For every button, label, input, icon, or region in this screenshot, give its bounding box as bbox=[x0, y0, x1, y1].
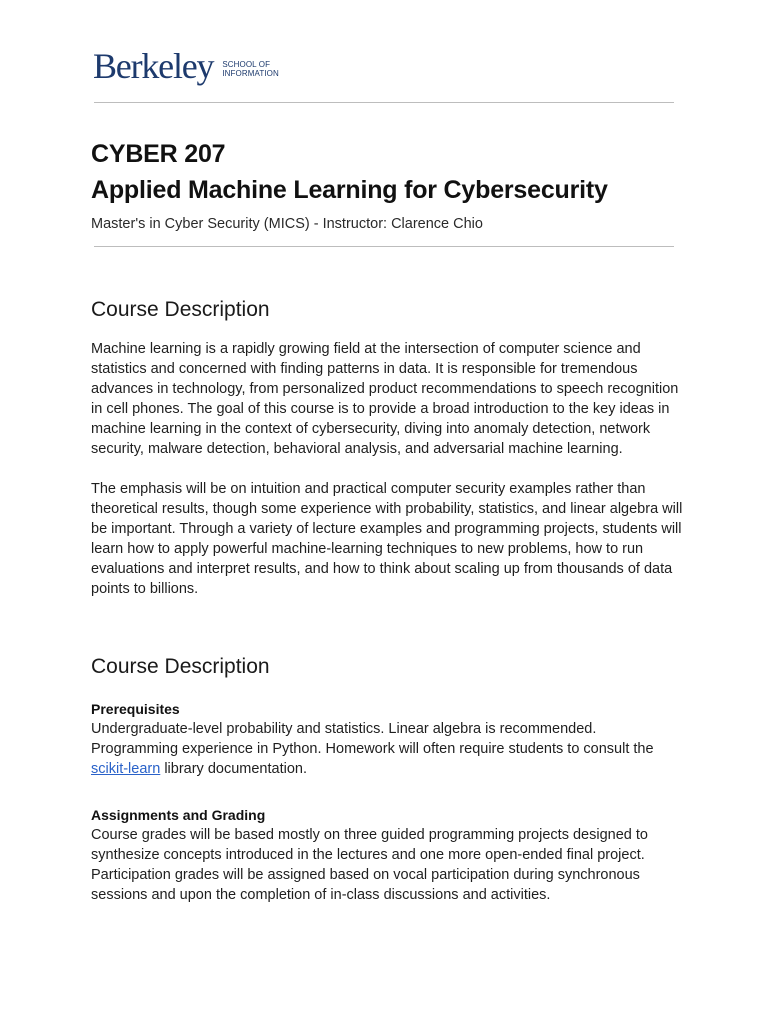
course-subtitle: Master's in Cyber Security (MICS) - Instructor: Clarence Chio bbox=[91, 216, 483, 232]
prerequisites-heading: Prerequisites bbox=[91, 701, 180, 717]
logo-subtitle bbox=[222, 60, 279, 78]
grading-text: Course grades will be based mostly on three guided programming projects designed to synthesize concepts introduced in the lectures and one more open-ended final project. Participation grades will be assigned based on vocal participation during synchronous sessions and upon the completion of in-class discussions and activities. bbox=[91, 827, 648, 903]
description-paragraph-1: Machine learning is a rapidly growing field at the intersection of computer science and statistics and concerned with finding patterns in data. It is responsible for tremendous advances in technology, from personalized product recommendations to speech recognition in cell phones. The goal of this course is to provide a broad introduction to the key ideas in machine learning in the context of cybersecurity, diving into anomaly detection, network security, malware detection, behavioral analysis, and adversarial machine learning. bbox=[91, 341, 679, 457]
course-description-section bbox=[91, 296, 683, 599]
course-details-section bbox=[91, 653, 683, 905]
title-divider bbox=[94, 246, 674, 247]
prerequisites-text bbox=[91, 719, 683, 779]
scikit-learn-link[interactable]: scikit-learn bbox=[91, 761, 161, 777]
logo-subtitle-line2: INFORMATION bbox=[222, 69, 279, 78]
berkeley-logo bbox=[93, 46, 279, 86]
description-paragraph-2: The emphasis will be on intuition and practical computer security examples rather than theoretical results, though some experience with probability, statistics, and linear algebra will be important. Through a variety of lecture examples and programming projects, students will learn how to apply powerful machine-learning techniques to new problems, how to run evaluations and interpret results, and how to think about scaling up from thousands of data points to billions. bbox=[91, 481, 683, 597]
course-name: Applied Machine Learning for Cybersecurity bbox=[91, 176, 608, 204]
prerequisites-text-after: library documentation. bbox=[160, 761, 307, 777]
prerequisites-text-before: Undergraduate-level probability and statistics. Linear algebra is recommended. Programming experience in Python. Homework will often require students to consult the bbox=[91, 721, 654, 757]
logo-wordmark: Berkeley bbox=[93, 46, 214, 86]
grading-heading: Assignments and Grading bbox=[91, 807, 266, 823]
section-heading: Course Description bbox=[91, 655, 270, 678]
course-code: CYBER 207 bbox=[91, 140, 226, 168]
course-title-block bbox=[91, 136, 691, 208]
top-divider bbox=[94, 102, 674, 103]
logo-subtitle-line1: SCHOOL OF bbox=[222, 60, 271, 69]
section-heading: Course Description bbox=[91, 298, 270, 321]
